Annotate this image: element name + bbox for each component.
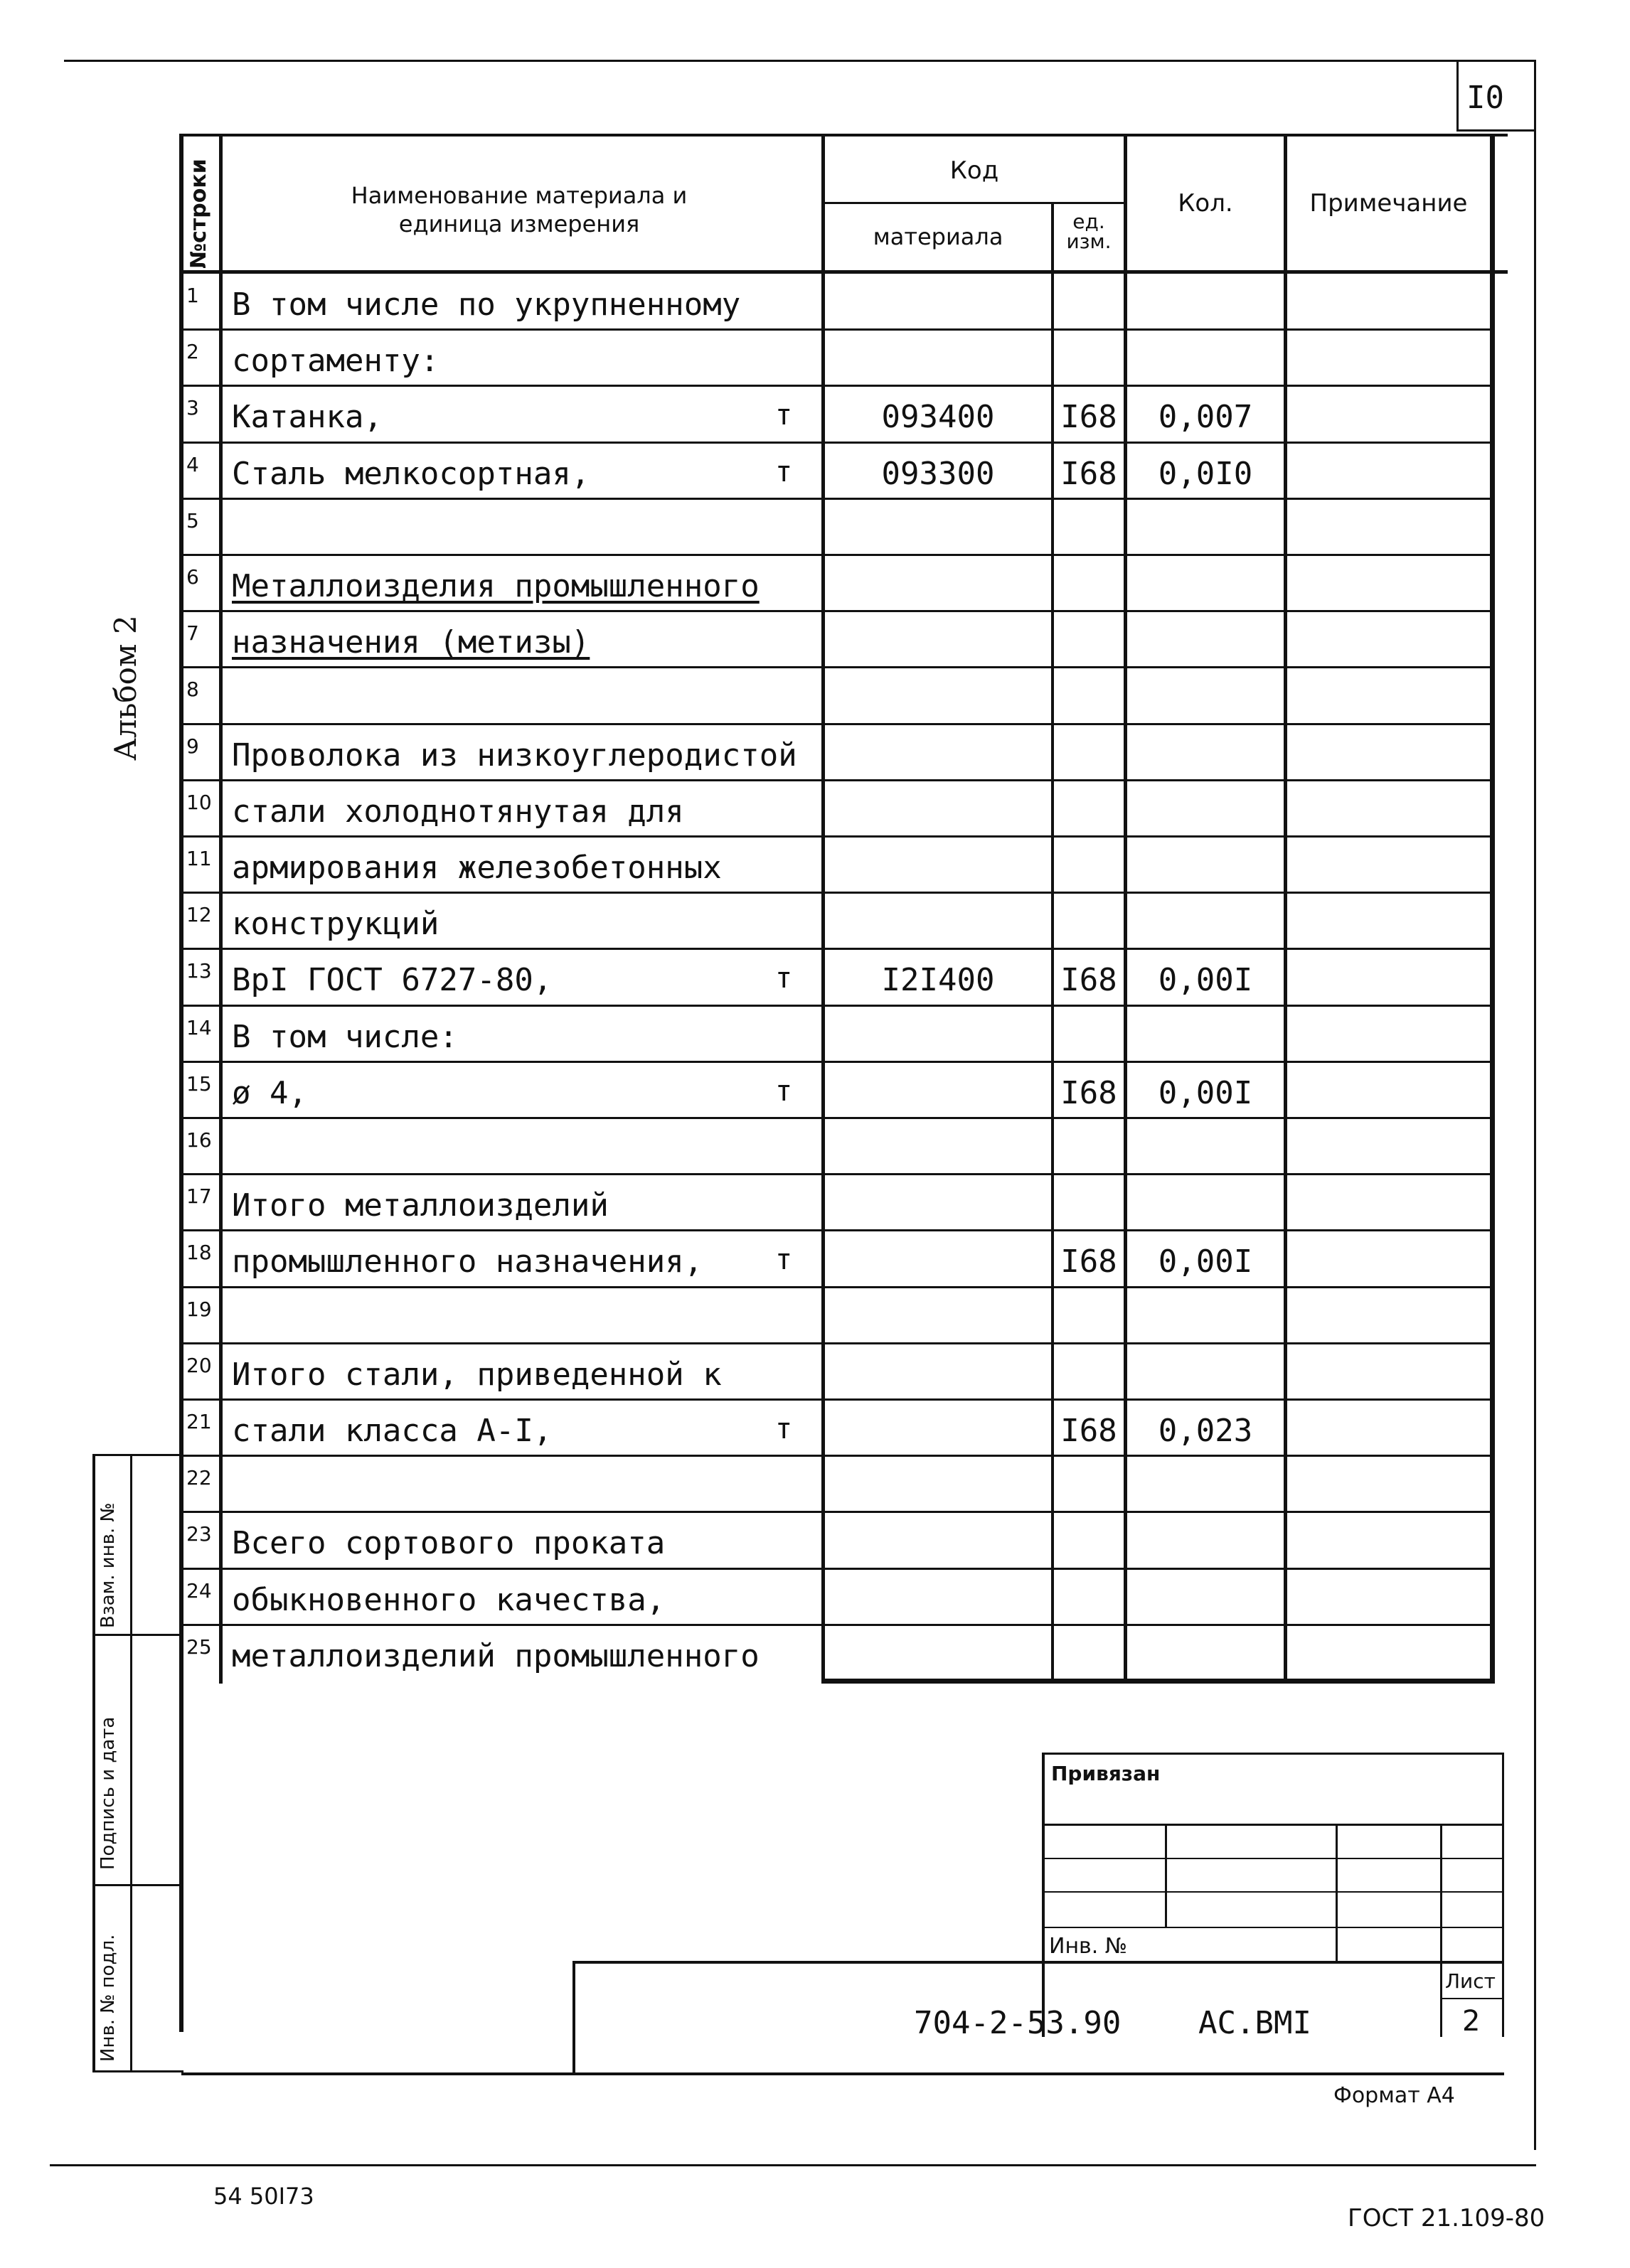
album-label: Альбом 2 [108,615,143,761]
row-name: В том числе по укрупненному [232,287,741,323]
row-number: 1 [186,284,199,307]
row-unit-code: I68 [1060,1243,1117,1280]
row-name: Всего сортового проката [232,1525,666,1561]
row-name: Металлоизделия промышленного [232,568,760,604]
row-unit-word: т [775,1413,793,1445]
top-border-line [64,60,1536,62]
format-label: Формат А4 [1333,2083,1455,2108]
row-unit-code: I68 [1060,962,1117,998]
row-number: 16 [186,1128,212,1152]
doc-code: 704-2-53.90 [914,2005,1122,2041]
row-unit-word: т [775,399,793,432]
row-number: 5 [186,509,199,533]
row-number: 2 [186,340,199,363]
bottom-border-line [50,2164,1536,2166]
row-number: 23 [186,1522,212,1546]
row-number: 18 [186,1241,212,1264]
row-qty: 0,007 [1158,399,1253,435]
page-number: I0 [1466,80,1504,116]
row-unit-word: т [775,1075,793,1108]
row-name: металлоизделий промышленного [232,1638,760,1674]
right-border-line [1534,60,1536,2150]
row-number: 8 [186,678,199,701]
row-name: обыкновенного качества, [232,1582,666,1618]
row-name: ø 4, [232,1075,307,1111]
row-number: 22 [186,1466,212,1489]
row-unit-word: т [775,456,793,488]
row-number: 14 [186,1016,212,1039]
header-name: Наименование материала и единица измерения [351,182,688,237]
header-material: материала [873,223,1003,250]
privyazan-label: Привязан [1051,1762,1161,1785]
row-number: 7 [186,621,199,645]
row-unit-code: I68 [1060,1413,1117,1449]
row-number: 17 [186,1184,212,1208]
bottom-left-number: 54 50I73 [213,2183,314,2210]
row-number: 15 [186,1072,212,1096]
row-number: 24 [186,1579,212,1603]
row-name: Итого стали, приведенной к [232,1357,722,1393]
gost-label: ГОСТ 21.109-80 [1348,2204,1545,2232]
row-code: 093400 [881,399,995,435]
row-name: Проволока из низкоуглеродистой [232,737,797,774]
stamp-vzam: Взам. инв. № [97,1502,119,1628]
row-name: стали класса А-I, [232,1413,553,1449]
row-qty: 0,023 [1158,1413,1253,1449]
stamp-podpis: Подпись и дата [97,1716,119,1870]
table-bottom-line [821,1679,1495,1684]
header-code: Код [949,156,999,185]
row-unit-code: I68 [1060,1075,1117,1111]
row-name: ВрI ГОСТ 6727-80, [232,962,553,998]
table-header-bottom-line [179,270,1508,274]
row-qty: 0,0I0 [1158,456,1253,492]
row-name: В том числе: [232,1019,458,1055]
row-number: 13 [186,959,212,983]
row-qty: 0,00I [1158,962,1253,998]
header-qty: Кол. [1178,189,1233,218]
row-name: стали холоднотянутая для [232,793,684,830]
row-unit-code: I68 [1060,456,1117,492]
row-unit-code: I68 [1060,399,1117,435]
row-name: армирования железобетонных [232,850,722,886]
row-name: назначения (метизы) [232,624,590,660]
row-name: Катанка, [232,399,383,435]
row-qty: 0,00I [1158,1243,1253,1280]
row-number: 25 [186,1635,212,1659]
doc-mark: АС.ВМI [1198,2005,1311,2041]
header-row-no: №строки [186,159,211,269]
row-name: Итого металлоизделий [232,1187,609,1224]
row-qty: 0,00I [1158,1075,1253,1111]
list-number: 2 [1462,2005,1481,2038]
header-note: Примечание [1309,189,1468,218]
inv-no-label: Инв. № [1049,1934,1128,1959]
row-number: 3 [186,396,199,419]
row-number: 20 [186,1354,212,1377]
row-name: промышленного назначения, [232,1243,703,1280]
row-unit-word: т [775,1243,793,1276]
row-number: 4 [186,453,199,476]
list-label: Лист [1445,1969,1496,1993]
row-number: 10 [186,791,212,814]
row-number: 21 [186,1410,212,1433]
row-number: 6 [186,565,199,589]
row-number: 19 [186,1298,212,1321]
table-top-line [179,134,1508,137]
table-left-line [179,134,183,2032]
row-number: 9 [186,734,199,758]
header-unit: ед. изм. [1066,210,1112,253]
row-code: 093300 [881,456,995,492]
row-unit-word: т [775,962,793,995]
row-name: сортаменту: [232,343,440,379]
row-name: Сталь мелкосортная, [232,456,590,492]
stamp-inv-podl: Инв. № подл. [97,1934,119,2062]
row-code: I2I400 [881,962,995,998]
row-number: 11 [186,847,212,870]
row-number: 12 [186,903,212,926]
row-name: конструкций [232,906,440,942]
